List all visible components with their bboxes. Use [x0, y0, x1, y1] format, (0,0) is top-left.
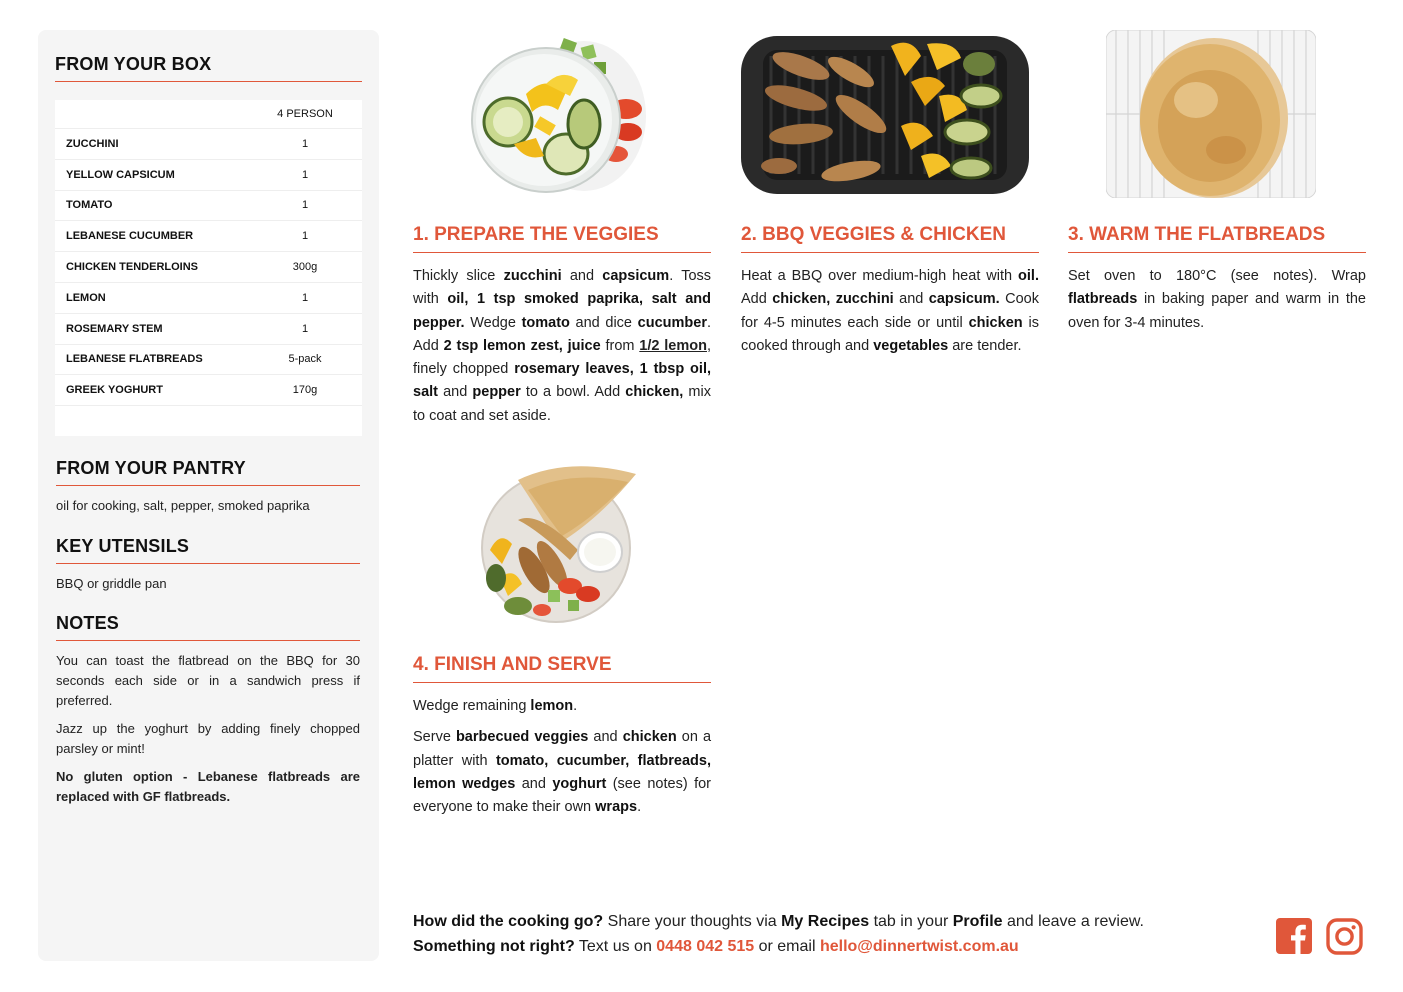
facebook-icon[interactable]	[1276, 918, 1312, 954]
key-utensils-heading: KEY UTENSILS	[56, 536, 360, 564]
ingredients-table	[55, 100, 362, 436]
review-line: How did the cooking go? Share your thoughts via My Recipes tab in your Profile and leave a review.	[413, 913, 1144, 930]
ingredient-qty: 1	[301, 168, 309, 181]
ingredient-row	[55, 191, 362, 222]
contact-line: Something not right? Text us on 0448 042 515 or email hello@dinnertwist.com.au	[413, 938, 1019, 955]
ingredient-row	[55, 314, 362, 345]
ingredient-qty: 1	[301, 322, 309, 335]
ingredient-name: LEBANESE CUCUMBER	[66, 230, 194, 243]
notes-heading: NOTES	[56, 613, 360, 641]
from-your-box-section	[55, 54, 362, 82]
ingredient-name: ZUCCHINI	[66, 137, 119, 150]
ingredient-name: ROSEMARY STEM	[66, 322, 163, 335]
note-item: Jazz up the yoghurt by adding finely chopped parsley or mint!	[56, 721, 360, 756]
step-1-body: Thickly slice zucchini and capsicum. Toss with oil, 1 tsp smoked paprika, salt and pepper. Wedge tomato and dice cucumber. Add 2 tsp lemon zest, juice from 1/2 lemon, finely chopped rosemary leaves, 1 tbsp oil, salt and pepper to a bowl. Add chicken, mix to coat and set aside.	[413, 268, 712, 424]
ingredient-qty: 1	[301, 199, 309, 212]
ingredients-header-row	[55, 100, 362, 129]
ingredient-qty: 5-pack	[288, 353, 322, 366]
ingredient-qty: 1	[301, 230, 309, 243]
ingredient-name: CHICKEN TENDERLOINS	[66, 261, 199, 274]
ingredient-qty: 1	[301, 291, 309, 304]
ingredient-row	[55, 160, 362, 191]
utensils-text: BBQ or griddle pan	[56, 576, 167, 591]
ingredient-row	[55, 283, 362, 314]
ingredient-row	[55, 252, 362, 283]
ingredient-name: YELLOW CAPSICUM	[66, 168, 175, 181]
step-4-body: Wedge remaining lemon. Serve barbecued veggies and chicken on a platter with tomato, cucumber, flatbreads, lemon wedges and yoghurt (see notes) for everyone to make their own wraps.	[413, 698, 712, 816]
ingredient-row	[55, 345, 362, 376]
feedback-footer	[413, 909, 1253, 959]
step-2-body: Heat a BBQ over medium-high heat with oil. Add chicken, zucchini and capsicum. Cook for 4-5 minutes each side or until chicken is cooked through and vegetables are tender.	[741, 268, 1039, 354]
step-1-prepare-veggies	[413, 224, 711, 428]
step-3-title: 3. WARM THE FLATBREADS	[1068, 224, 1366, 253]
finished-plate-photo	[478, 460, 640, 624]
step-1-title: 1. PREPARE THE VEGGIES	[413, 224, 711, 253]
step-2-title: 2. BBQ VEGGIES & CHICKEN	[741, 224, 1039, 253]
ingredients-sidebar	[38, 30, 379, 961]
ingredient-name: GREEK YOGHURT	[66, 384, 163, 397]
ingredient-name: LEBANESE FLATBREADS	[66, 353, 203, 366]
step-2-bbq-veggies-chicken	[741, 224, 1039, 358]
pantry-text: oil for cooking, salt, pepper, smoked paprika	[56, 498, 310, 513]
ingredient-qty: 1	[301, 137, 309, 150]
prepared-veggies-photo	[466, 34, 650, 196]
step-3-warm-flatbreads	[1068, 224, 1366, 335]
instagram-icon[interactable]	[1326, 918, 1363, 955]
from-your-pantry-section	[56, 458, 360, 516]
ingredient-name: LEMON	[66, 291, 106, 304]
gluten-note: No gluten option - Lebanese flatbreads are replaced with GF flatbreads.	[56, 769, 360, 804]
ingredient-name: TOMATO	[66, 199, 113, 212]
ingredient-row	[55, 375, 362, 406]
key-utensils-section	[56, 536, 360, 594]
ingredient-row	[55, 129, 362, 160]
bbq-griddle-photo	[741, 36, 1029, 194]
email-link[interactable]: hello@dinnertwist.com.au	[819, 938, 1019, 955]
flatbreads-photo	[1106, 30, 1316, 198]
phone-link[interactable]: 0448 042 515	[656, 938, 755, 955]
ingredient-qty: 300g	[292, 261, 318, 274]
step-3-body: Set oven to 180°C (see notes). Wrap flatbreads in baking paper and warm in the oven for 3-4 minutes.	[1068, 268, 1366, 331]
notes-section	[56, 613, 360, 807]
note-item: You can toast the flatbread on the BBQ for 30 seconds each side or in a sandwich press if preferred.	[56, 653, 360, 708]
step-4-title: 4. FINISH AND SERVE	[413, 654, 711, 683]
step-4-finish-serve	[413, 654, 711, 819]
serving-size-header: 4 PERSON	[277, 108, 333, 120]
ingredient-qty: 170g	[292, 384, 318, 397]
from-your-pantry-heading: FROM YOUR PANTRY	[56, 458, 360, 486]
from-your-box-heading: FROM YOUR BOX	[55, 54, 362, 82]
ingredient-row	[55, 221, 362, 252]
